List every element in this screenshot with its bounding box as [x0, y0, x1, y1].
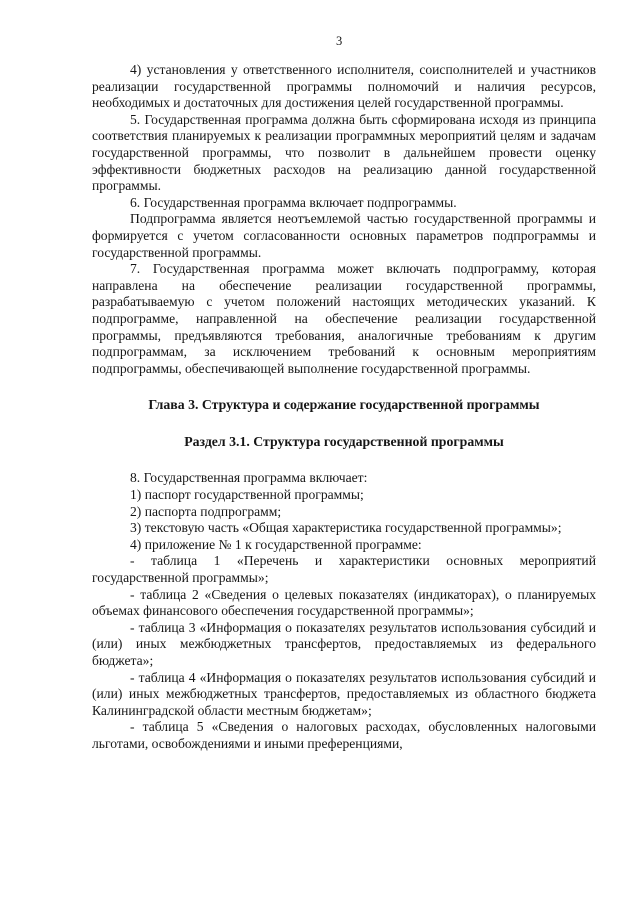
list-item-table-3: - таблица 3 «Информация о показателях результатов использования субсидий и (или) иных межбюджетных трансфертов, предоставляемых из федерального бюджета»; — [92, 619, 596, 668]
section-heading: Раздел 3.1. Структура государственной программы — [184, 433, 504, 449]
paragraph-7-support-subprogram: 7. Государственная программа может включать подпрограмму, которая направлена на обеспечение реализации государственной программы, разрабатываемую с учетом положений настоящих методических указаний. К подпрограмме, направленной на обеспечение реализации государственной программы, предъявляются требования, аналогичные требованиям к другим подпрограммам, за исключением требований к основным мероприятиям подпрограммы, обеспечивающей выполнение государственной программы. — [92, 261, 596, 376]
paragraph-item-4-resources: 4) установления у ответственного исполнителя, соисполнителей и участников реализации государственной программы полномочий и наличия ресурсов, необходимых и достаточных для достижения целей государственной программы. — [92, 62, 596, 111]
list-item-appendix-1: 4) приложение № 1 к государственной программе: — [130, 536, 422, 552]
paragraph-subprogram-definition: Подпрограмма является неотъемлемой частью государственной программы и формируется с учетом согласованности основных параметров подпрограммы и государственной программы. — [92, 211, 596, 260]
paragraph-8-program-includes: 8. Государственная программа включает: — [130, 470, 368, 486]
list-item-table-4: - таблица 4 «Информация о показателях результатов использования субсидий и (или) иных межбюджетных трансфертов, предоставляемых из областного бюджета Калининградской области местным бюджетам»; — [92, 669, 596, 718]
chapter-heading: Глава 3. Структура и содержание государственной программы — [148, 397, 540, 413]
list-item-passport-program: 1) паспорт государственной программы; — [130, 487, 364, 503]
list-item-table-5: - таблица 5 «Сведения о налоговых расходах, обусловленных налоговыми льготами, освобождениями и иными преференциями, — [92, 719, 596, 751]
list-item-table-1: - таблица 1 «Перечень и характеристики основных мероприятий государственной программы»; — [92, 553, 596, 586]
page-number: 3 — [336, 34, 343, 48]
paragraph-6-subprograms: 6. Государственная программа включает подпрограммы. — [130, 194, 457, 210]
list-item-table-2: - таблица 2 «Сведения о целевых показателях (индикаторах), о планируемых объемах финансового обеспечения государственной программы»; — [92, 586, 596, 619]
paragraph-5-program-formation: 5. Государственная программа должна быть сформирована исходя из принципа соответствия планируемых к реализации программных мероприятий целям и задачам государственной программы, что позволит в дальнейшем провести оценку эффективности бюджетных расходов на реализацию данной государственной программы. — [92, 111, 596, 194]
list-item-passport-subprograms: 2) паспорта подпрограмм; — [130, 503, 282, 519]
list-item-text-part: 3) текстовую часть «Общая характеристика государственной программы»; — [130, 520, 562, 536]
document-body — [92, 62, 596, 753]
